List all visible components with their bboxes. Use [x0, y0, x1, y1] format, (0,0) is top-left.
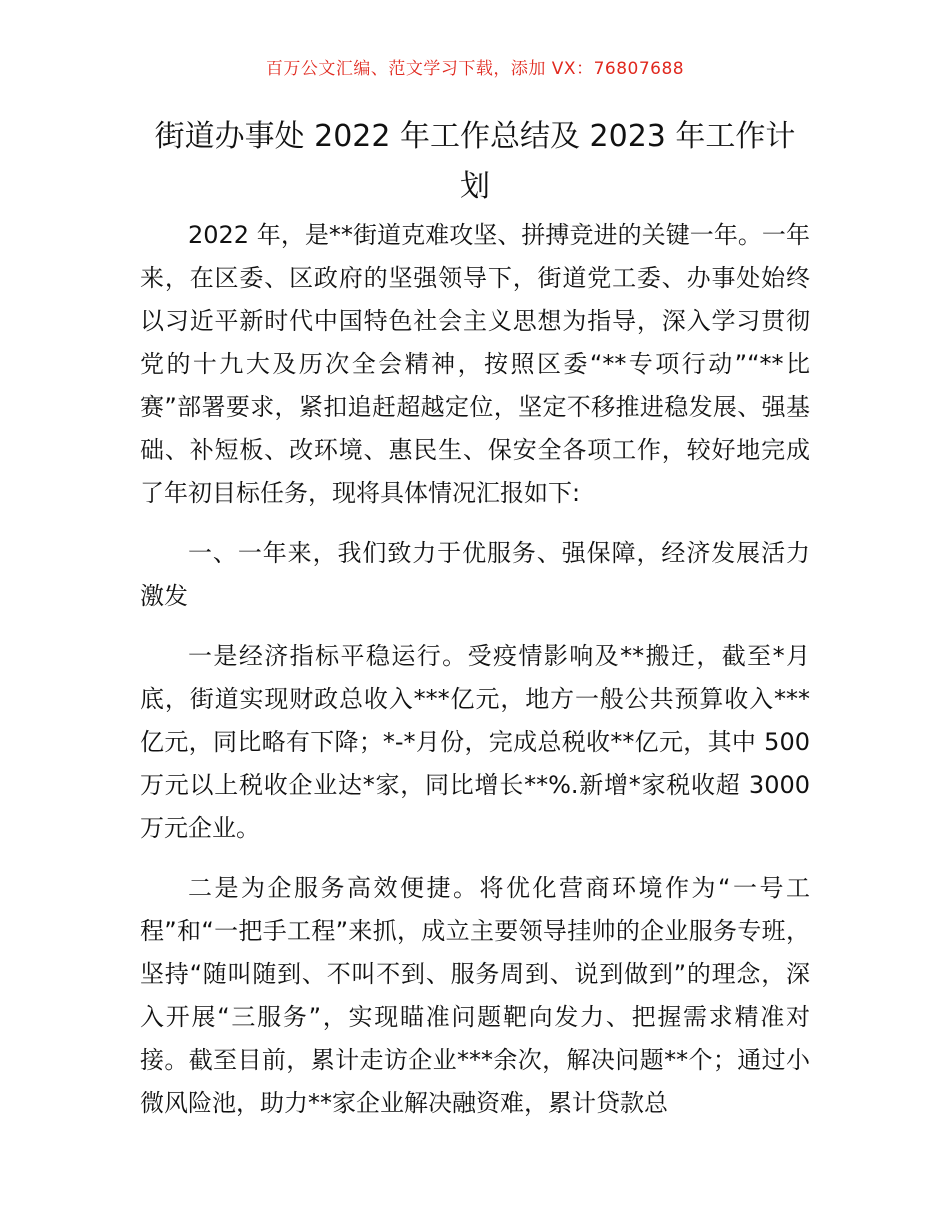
paragraph-economic-indicators: 一是经济指标平稳运行。受疫情影响及**搬迁，截至*月底，街道实现财政总收入***亿元，地方一般公共预算收入***亿元，同比略有下降；*-*月份，完成总税收**亿元，其中 500 万元以上税收企业达*家，同比增长**%.新增*家税收超 3000 万元企业。 [140, 642, 810, 842]
section-heading-1: 一、一年来，我们致力于优服务、强保障，经济发展活力激发 [140, 539, 810, 610]
document-title: 街道办事处 2022 年工作总结及 2023 年工作计划 [154, 119, 796, 204]
paragraph-enterprise-service: 二是为企服务高效便捷。将优化营商环境作为“一号工程”和“一把手工程”来抓，成立主要领导挂帅的企业服务专班，坚持“随叫随到、不叫不到、服务周到、说到做到”的理念，深入开展“三服务”，实现瞄准问题靶向发力、把握需求精准对接。截至目前，累计走访企业***余次，解决问题**个；通过小微风险池，助力**家企业解决融资难，累计贷款总 [140, 874, 810, 1117]
document-body [140, 214, 810, 1142]
paragraph-intro: 2022 年，是**街道克难攻坚、拼搏竞进的关键一年。一年来，在区委、区政府的坚强领导下，街道党工委、办事处始终以习近平新时代中国特色社会主义思想为指导，深入学习贯彻党的十九大及历次全会精神，按照区委“**专项行动”“**比赛”部署要求，紧扣追赶超越定位，坚定不移推进稳发展、强基础、补短板、改环境、惠民生、保安全各项工作，较好地完成了年初目标任务，现将具体情况汇报如下: [140, 221, 810, 507]
watermark-header: 百万公文汇编、范文学习下载，添加 VX：76807688 [265, 59, 685, 79]
